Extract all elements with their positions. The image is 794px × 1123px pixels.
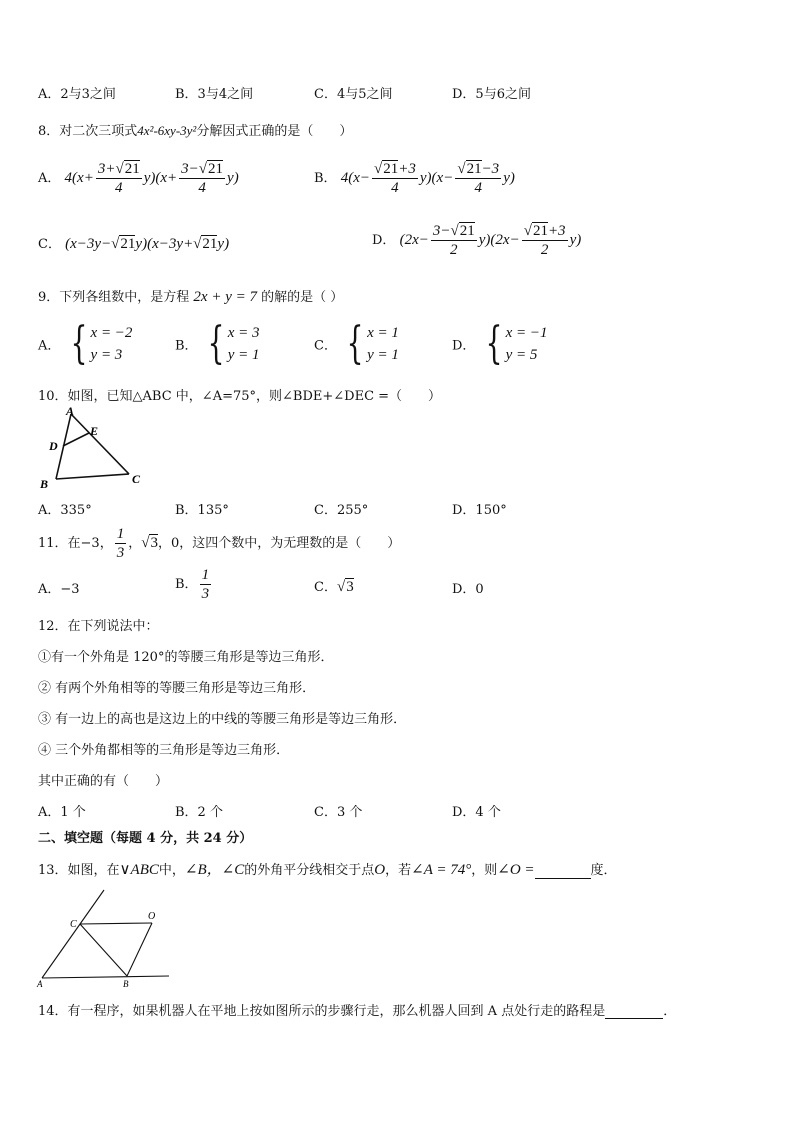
q10-label-d: D	[49, 439, 58, 453]
q11-stem	[38, 525, 400, 562]
q9-d-row2: y = 5	[505, 347, 538, 363]
q8-b-label: B．	[314, 170, 337, 186]
q13-label-b: B	[123, 979, 129, 989]
q7-option-c: C．4与5之间	[314, 87, 393, 102]
q9-b-row2: y = 1	[227, 347, 260, 363]
q7-option-d: D．5与6之间	[452, 87, 531, 102]
q9-option-b: B． { x = 3 y = 1	[175, 318, 260, 369]
q11-stem-suffix: ，0，这四个数中，为无理数的是（ ）	[157, 536, 401, 551]
q10-option-b: B．135°	[175, 503, 229, 518]
q13-label-c: C	[70, 919, 77, 930]
q13-text-2: 中，	[158, 863, 185, 878]
q12-option-c: C．3 个	[314, 805, 363, 820]
q13-stem	[38, 858, 617, 879]
q12-item-4: ④ 三个外角都相等的三角形是等边三角形．	[38, 743, 290, 758]
q10-label-b: B	[40, 477, 49, 491]
q9-a-row1: x = −2	[90, 325, 133, 341]
q11-option-b: B． $\frac{1}{3}$	[175, 567, 210, 602]
q13-angle-bc: ∠B，∠C	[184, 862, 245, 878]
q7-option-a: A．2与3之间	[38, 87, 116, 102]
q9-stem-suffix: 的解的是（ ）	[261, 290, 344, 305]
q12-item-2: ② 有两个外角相等的等腰三角形是等边三角形．	[38, 681, 316, 696]
section-2-heading: 二、填空题（每题 4 分，共 24 分）	[38, 831, 253, 846]
q13-text-5: ，则	[471, 863, 498, 878]
q8-option-b	[314, 160, 515, 197]
q12-item-3: ③ 有一边上的高也是这边上的中线的等腰三角形是等边三角形．	[38, 712, 407, 727]
q10-label-e: E	[90, 424, 99, 438]
q9-stem-prefix: 9．下列各组数中，是方程	[38, 290, 190, 305]
q8-a-expr: 4(x+ $\frac{3+√21}{4}$ y)(x+ $\frac{3-√21}{4}$ y)	[64, 161, 239, 196]
q13-text-1: 13．如图，在	[38, 863, 120, 878]
q9-d-label: D．	[452, 338, 476, 354]
q9-equation: 2x + y = 7	[193, 289, 258, 305]
q12-question: 其中正确的有（ ）	[38, 774, 169, 789]
q11-one-third: $\frac{1}{3}$	[116, 526, 125, 561]
q9-stem	[38, 286, 343, 306]
q11-stem-mid: ，	[128, 536, 142, 551]
q13-answer-blank[interactable]	[535, 864, 591, 879]
q10-option-a: A．335°	[38, 503, 92, 518]
q8-d-expr: (2x− $\frac{3-√21}{2}$ y)(2x− $\frac{√21+3}{2}$ y)	[399, 223, 582, 258]
q14-stem	[38, 1000, 676, 1019]
q14-answer-blank[interactable]	[605, 1004, 663, 1019]
q8-option-c	[38, 233, 229, 253]
q9-option-d: D． { x = −1 y = 5	[452, 318, 548, 369]
q10-label-a: A	[66, 404, 75, 418]
q8-stem	[38, 120, 352, 139]
q9-option-a: A． { x = −2 y = 3	[38, 318, 133, 369]
q10-label-c: C	[132, 472, 141, 486]
q13-figure	[34, 886, 174, 990]
q9-c-label: C．	[314, 338, 337, 354]
q12-option-a: A．1 个	[38, 805, 86, 820]
q13-angle-a: ∠A = 74°	[411, 862, 472, 878]
q13-label-o: O	[148, 911, 156, 922]
q8-b-expr: 4(x− $\frac{√21+3}{4}$ y)(x− $\frac{√21-3}{4}$ y)	[340, 161, 515, 196]
q9-b-label: B．	[175, 338, 198, 354]
q11-option-c: C．√3	[314, 579, 354, 595]
q9-c-row2: y = 1	[367, 347, 399, 363]
q9-b-row1: x = 3	[227, 325, 260, 341]
q13-triangle-abc: ∨ABC	[119, 862, 159, 878]
q9-c-row1: x = 1	[367, 325, 399, 341]
q11-c-label: C．	[314, 580, 337, 595]
q13-text-4: ，若	[385, 863, 412, 878]
q8-option-a	[38, 160, 239, 197]
q11-option-d: D．0	[452, 582, 484, 597]
q12-option-d: D．4 个	[452, 805, 501, 820]
q14-text: 14．有一程序，如果机器人在平地上按如图所示的步骤行走，那么机器人回到 A 点处行走的路程是	[38, 1004, 606, 1019]
q7-option-b: B．3与4之间	[175, 87, 254, 102]
q9-a-row2: y = 3	[90, 347, 123, 363]
q8-stem-prefix: 8．对二次三项式	[38, 124, 138, 139]
q12-stem: 12．在下列说法中：	[38, 619, 159, 634]
q9-d-row1: x = −1	[505, 325, 548, 341]
q8-d-label: D．	[372, 232, 396, 248]
q8-c-label: C．	[38, 237, 61, 252]
q13-text-3: 的外角平分线相交于点	[244, 863, 375, 878]
q8-stem-expr: 4x²-6xy-3y²	[137, 123, 197, 138]
q10-option-c: C．255°	[314, 503, 369, 518]
q11-option-a: A．−3	[38, 582, 80, 597]
q13-label-a: A	[37, 979, 43, 989]
q8-c-expr: (x−3y−√21y)(x−3y+√21y)	[65, 236, 230, 252]
q10-stem: 10．如图，已知△ABC 中，∠A=75°，则∠BDE+∠DEC =（ ）	[38, 389, 442, 404]
q12-option-b: B．2 个	[175, 805, 223, 820]
q8-a-label: A．	[38, 170, 61, 186]
q8-option-d	[372, 222, 581, 259]
q13-text-6: 度．	[590, 863, 617, 878]
q9-option-c: C． { x = 1 y = 1	[314, 318, 399, 369]
q11-b-label: B．	[175, 577, 198, 592]
q11-stem-prefix: 11．在−3，	[38, 536, 113, 551]
q11-sqrt3: √3	[141, 535, 158, 551]
q13-point-o: O	[374, 862, 386, 878]
q8-stem-suffix: 分解因式正确的是（ ）	[196, 124, 353, 139]
q14-period: ．	[663, 1004, 677, 1019]
q12-item-1: ①有一个外角是 120°的等腰三角形是等边三角形．	[38, 650, 334, 665]
q10-option-d: D．150°	[452, 503, 507, 518]
q13-angle-o: ∠O =	[497, 862, 535, 878]
q9-a-label: A．	[38, 338, 61, 354]
q10-triangle-figure	[36, 404, 148, 492]
